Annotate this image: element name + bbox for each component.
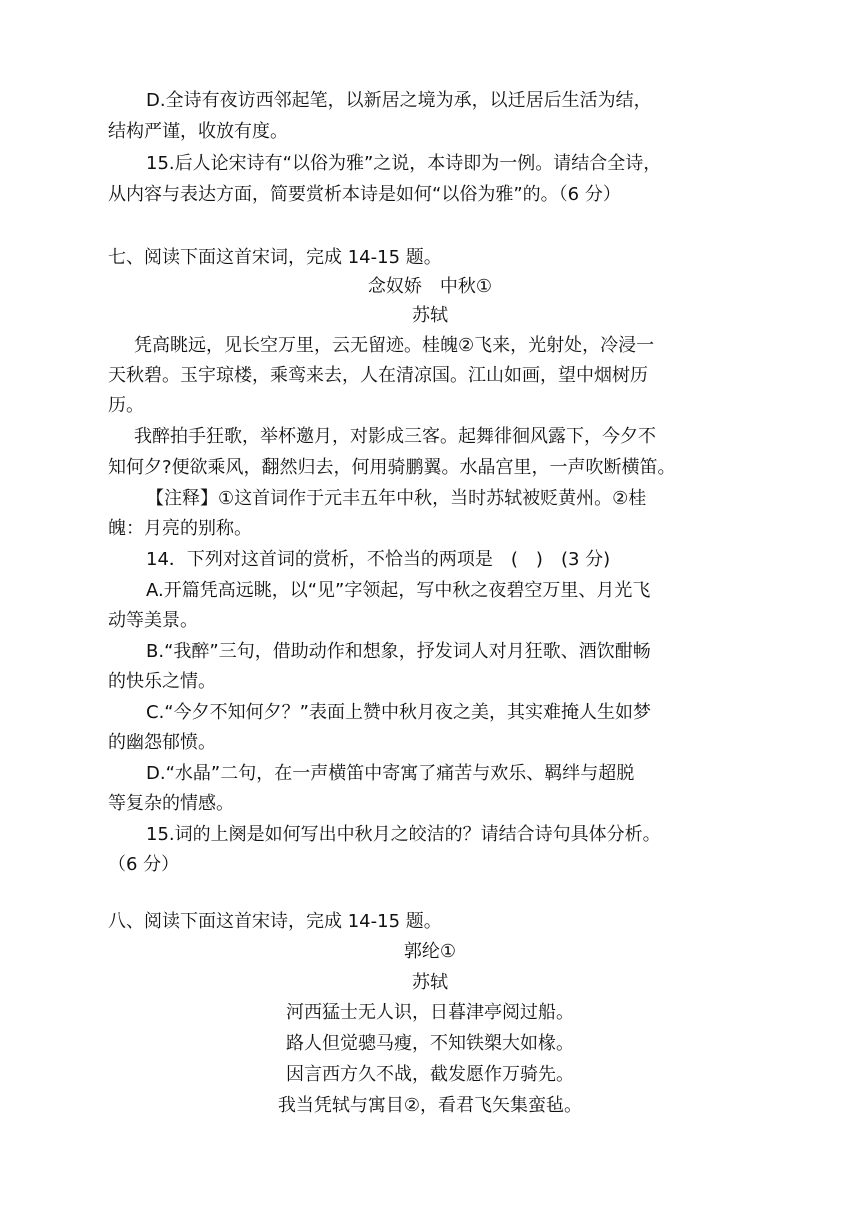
- section-7-verse1-line1: 凭高眺远，见长空万里，云无留迹。桂魄②飞来，光射处，冷浸一: [134, 335, 655, 356]
- question-14-option-c-line2: 的幽怨郁愤。: [108, 732, 216, 753]
- question-14-option-b-line1: B.“我醉”三句，借助动作和想象，抒发词人对月狂歌、酒饮酣畅: [146, 641, 651, 662]
- section-8-author: 苏轼: [412, 972, 448, 993]
- section-7-verse1-line2: 天秋碧。玉宇琼楼，乘鸾来去，人在清凉国。江山如画，望中烟树历: [108, 365, 648, 386]
- section-7-verse2-line1: 我醉拍手狂歌，举杯邀月，对影成三客。起舞徘徊风露下，今夕不: [134, 426, 656, 447]
- question-14-option-c-line1: C.“今夕不知何夕？”表面上赞中秋月夜之美，其实难掩人生如梦: [146, 702, 651, 723]
- question-14-option-b-line2: 的快乐之情。: [108, 671, 216, 692]
- question-15-line2: （6 分）: [108, 854, 180, 875]
- question-14-option-a-line1: A.开篇凭高远眺，以“见”字领起，写中秋之夜碧空万里、月光飞: [146, 580, 651, 601]
- prev-question-15-line2: 从内容与表达方面，简要赏析本诗是如何“以俗为雅”的。（6 分）: [108, 184, 621, 205]
- section-7-verse1-line3: 历。: [108, 395, 144, 416]
- section-7-heading: 七、阅读下面这首宋词，完成 14-15 题。: [108, 247, 442, 268]
- section-8-heading: 八、阅读下面这首宋诗，完成 14-15 题。: [108, 911, 442, 932]
- section-7-note-line2: 魄：月亮的别称。: [108, 518, 252, 539]
- question-14-option-d-line1: D.“水晶”二句，在一声横笛中寄寓了痛苦与欢乐、羁绊与超脱: [146, 763, 635, 784]
- question-15-line1: 15.词的上阕是如何写出中秋月之皎洁的？请结合诗句具体分析。: [146, 824, 661, 845]
- prev-question-15-line1: 15.后人论宋诗有“以俗为雅”之说，本诗即为一例。请结合全诗，: [146, 153, 662, 174]
- section-8-poem-line4: 我当凭轼与寓目②，看君飞矢集蛮毡。: [277, 1095, 583, 1116]
- section-8-poem-line2: 路人但觉骢马瘦，不知铁槊大如椽。: [286, 1033, 574, 1054]
- question-14-option-a-line2: 动等美景。: [108, 610, 198, 631]
- question-14-option-d-line2: 等复杂的情感。: [108, 793, 234, 814]
- section-8-poem-line3: 因言西方久不战，截发愿作万骑先。: [286, 1064, 574, 1085]
- prev-option-d-line1: D.全诗有夜访西邻起笔，以新居之境为承，以迁居后生活为结，: [146, 90, 652, 111]
- question-14: 14．下列对这首词的赏析，不恰当的两项是 ( ) (3 分): [146, 549, 611, 570]
- section-7-author: 苏轼: [412, 305, 448, 326]
- prev-option-d-line2: 结构严谨，收放有度。: [108, 121, 288, 142]
- section-8-poem-line1: 河西猛士无人识，日暮津亭阅过船。: [286, 1002, 574, 1023]
- section-7-poem-title: 念奴娇 中秋①: [367, 276, 493, 297]
- section-7-verse2-line2: 知何夕?便欲乘风，翻然归去，何用骑鹏翼。水晶宫里，一声吹断横笛。: [108, 457, 676, 478]
- section-8-poem-title: 郭纶①: [403, 941, 457, 962]
- section-7-note-line1: 【注释】①这首词作于元丰五年中秋，当时苏轼被贬黄州。②桂: [146, 488, 647, 509]
